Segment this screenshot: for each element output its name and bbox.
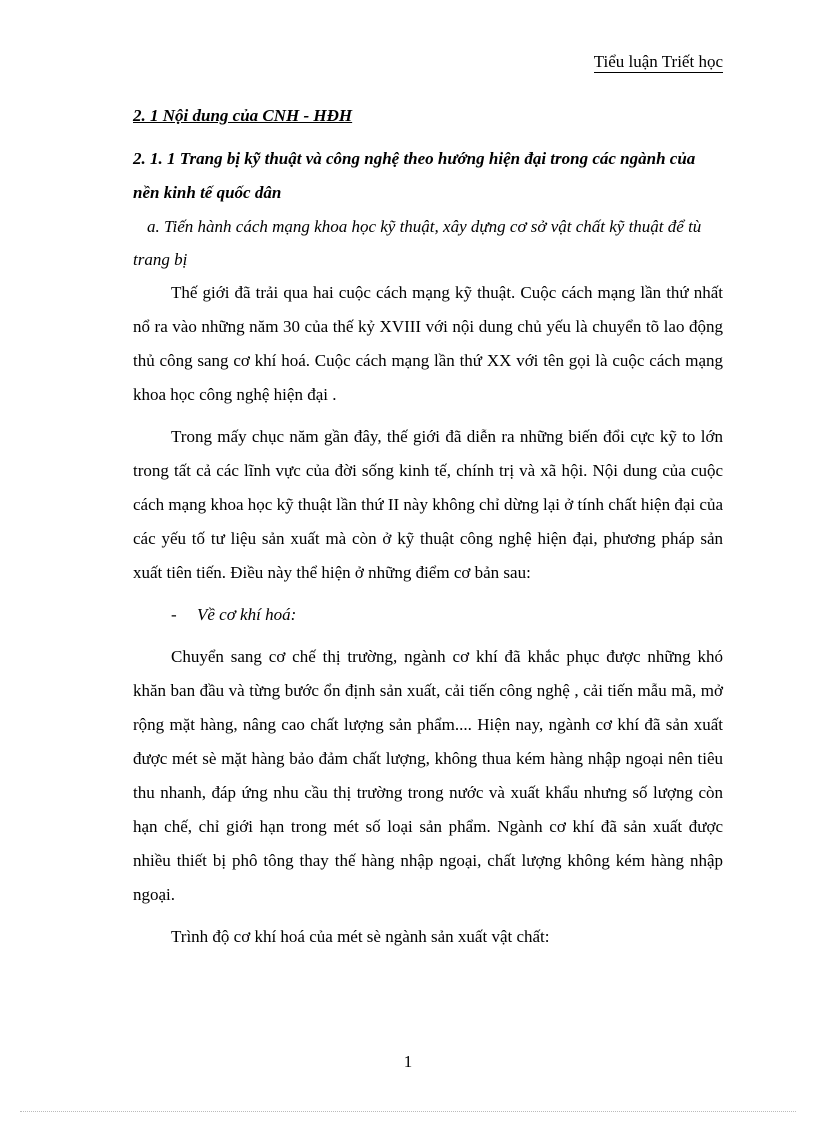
page-bottom-divider [20, 1111, 796, 1112]
paragraph-4: Trình độ cơ khí hoá của mét sè ngành sản xuất vật chất: [171, 927, 550, 946]
document-body [133, 104, 723, 962]
section-heading-4: a. Tiến hành cách mạng khoa học kỹ thuật, xây dựng cơ sở vật chất kỹ thuật để tù trang bị [133, 217, 702, 269]
paragraph-2: Trong mấy chục năm gần đây, thế giới đã diễn ra những biến đổi cực kỹ to lớn trong tất cả các lĩnh vực của đời sống kinh tế, chính trị và xã hội. Nội dung của cuộc cách mạng khoa học kỹ thuật lần thứ II này không chỉ dừng lại ở tính chất hiện đại của các yếu tố tư liệu sản xuất mà còn ở kỹ thuật công nghệ hiện đại, phương pháp sản xuất tiên tiến. Điều này thể hiện ở những điểm cơ bản sau: [133, 427, 723, 582]
paragraph-3: Chuyển sang cơ chế thị trường, ngành cơ khí đã khắc phục được những khó khăn ban đầu và từng bước ổn định sản xuất, cải tiến công nghệ , cải tiến mẫu mã, mở rộng mặt hàng, nâng cao chất lượng sản phẩm.... Hiện nay, ngành cơ khí đã sản xuất được mét sè mặt hàng bảo đảm chất lượng, không thua kém hàng nhập ngoại nên tiêu thu nhanh, đáp ứng nhu cầu thị trường trong nước và xuất khẩu nhưng số lượng còn hạn chế, chỉ giới hạn trong mét số loại sản phẩm. Ngành cơ khí đã sản xuất được nhiều thiết bị phô tông thay thế hàng nhập ngoại, chất lượng không kém hàng nhập ngoại. [133, 647, 723, 904]
bullet-item [133, 598, 723, 632]
section-heading-3: 2. 1. 1 Trang bị kỹ thuật và công nghệ theo hướng hiện đại trong các ngành của nền kinh tế quốc dân [133, 149, 696, 202]
bullet-dash: - [171, 605, 177, 624]
paragraph-1: Thế giới đã trải qua hai cuộc cách mạng kỹ thuật. Cuộc cách mạng lần thứ nhất nổ ra vào những năm 30 của thế kỷ XVIII với nội dung chủ yếu là chuyển tõ lao động thủ công sang cơ khí hoá. Cuộc cách mạng lần thứ XX với tên gọi là cuộc cách mạng khoa học công nghệ hiện đại . [133, 283, 723, 404]
section-heading-2: 2. 1 Nội dung của CNH - HĐH [133, 106, 353, 125]
document-header-title: Tiểu luận Triết học [593, 52, 723, 71]
page-number: 1 [403, 1052, 413, 1071]
bullet-text: Về cơ khí hoá: [197, 605, 297, 624]
